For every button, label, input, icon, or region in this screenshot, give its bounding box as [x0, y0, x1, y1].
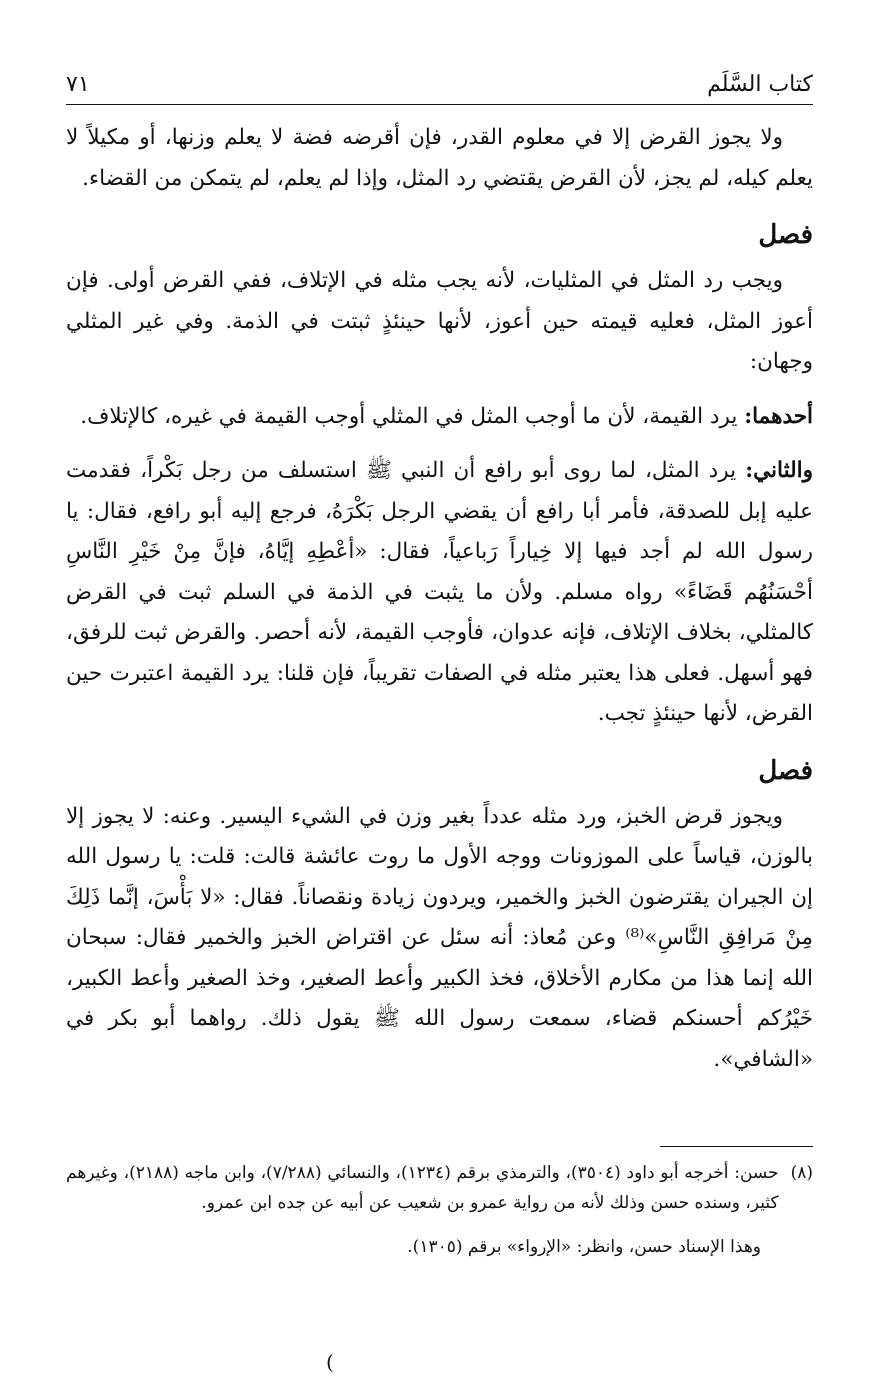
paragraph-return-like: ويجب رد المثل في المثليات، لأنه يجب مثله في الإتلاف، ففي القرض أولى. فإن أعوز المثل، فعليه قيمته حين أعوز، لأنها حينئذٍ ثبتت في الذمة. وفي غير المثلي وجهان: [66, 268, 813, 374]
second-view-label: والثاني: [745, 458, 813, 483]
running-title: كتاب السَّلَم [707, 71, 813, 97]
section-heading: فصل [758, 755, 813, 786]
header-rule [66, 104, 813, 105]
footnote-text: حسن: أخرجه أبو داود (٣٥٠٤)، والترمذي برقم (١٢٣٤)، والنسائي (٧/٢٨٨)، وابن ماجه (٢١٨٨)، وغيرهم كثير، وسنده حسن وذلك لأنه من رواية عمرو بن شعيب عن أبيه عن جده ابن عمرو. [66, 1163, 779, 1213]
paragraph-loan-quantity: ولا يجوز القرض إلا في معلوم القدر، فإن أقرضه فضة لا يعلم وزنها، أو مكيلاً لا يعلم كيله، لم يجز، لأن القرض يقتضي رد المثل، وإذا لم يعلم، لم يتمكن من القضاء. [66, 125, 813, 191]
main-text [66, 118, 813, 1094]
footnote-note: وهذا الإسناد حسن، وانظر: «الإرواء» برقم (١٣٠٥). [407, 1237, 761, 1257]
footnote-rule [660, 1146, 813, 1147]
first-view-text: يرد القيمة، لأن ما أوجب المثل في المثلي أوجب القيمة في غيره، كالإتلاف. [80, 403, 745, 429]
footnotes [66, 1158, 813, 1262]
paragraph-bread-loan: ويجوز قرض الخبز، ورد مثله عدداً بغير وزن في الشيء اليسير. وعنه: لا يجوز إلا بالوزن، قياساً على الموزونات ووجه الأول ما روت عائشة قالت: قلت: يا رسول الله إن الجيران يقترضون الخبز والخمير، ويردون زيادة ونقصاناً. فقال: «لا بَأْسَ، إنَّما ذَلِكَ مِنْ مَرافِقِ النَّاسِ»⁽⁸⁾ وعن مُعاذ: أنه سئل عن اقتراض الخبز والخمير فقال: سبحان الله إنما هذا من مكارم الأخلاق، فخذ الكبير وأعط الصغير، وخذ الصغير وأعط الكبير، خَيْرُكم أحسنكم قضاء، سمعت رسول الله ﷺ يقول ذلك. رواهما أبو بكر في «الشافي». [66, 803, 813, 1072]
paragraph-first-view [66, 397, 813, 438]
section-heading: فصل [758, 220, 813, 250]
second-view-text: يرد المثل، لما روى أبو رافع أن النبي ﷺ استسلف من رجل بَكْراً، فقدمت عليه إبل للصدقة، فأمر أبا رافع أن يقضي الرجل بَكْرَهُ، فرجع إليه أبو رافع، فقال: يا رسول الله لم أجد فيها إلا خِياراً رَباعياً، فقال: «أعْطِهِ إيَّاهُ، فإنَّ مِنْ خَيْرِ النَّاسِ أحْسَنُهُم قَضَاءً» رواه مسلم. ولأن ما يثبت في الذمة في السلم ثبت في القرض كالمثلي، بخلاف الإتلاف، فإنه عدوان، فأوجب القيمة، لأنه أحصر. والقرض ثبت للرفق، فهو أسهل. فعلى هذا يعتبر مثله في الصفات تقريباً، فإن قلنا: يرد القيمة اعتبرت حين القرض، لأنها حينئذٍ تجب. [66, 458, 813, 726]
page-header [66, 66, 813, 102]
footnote-8 [66, 1158, 813, 1218]
paragraph-second-view [66, 451, 813, 735]
first-view-label: أحدهما: [744, 403, 813, 429]
footnote-number: (٨) [790, 1163, 813, 1183]
margin-mark: ( [326, 1350, 334, 1374]
page-number: ٧١ [66, 71, 90, 97]
